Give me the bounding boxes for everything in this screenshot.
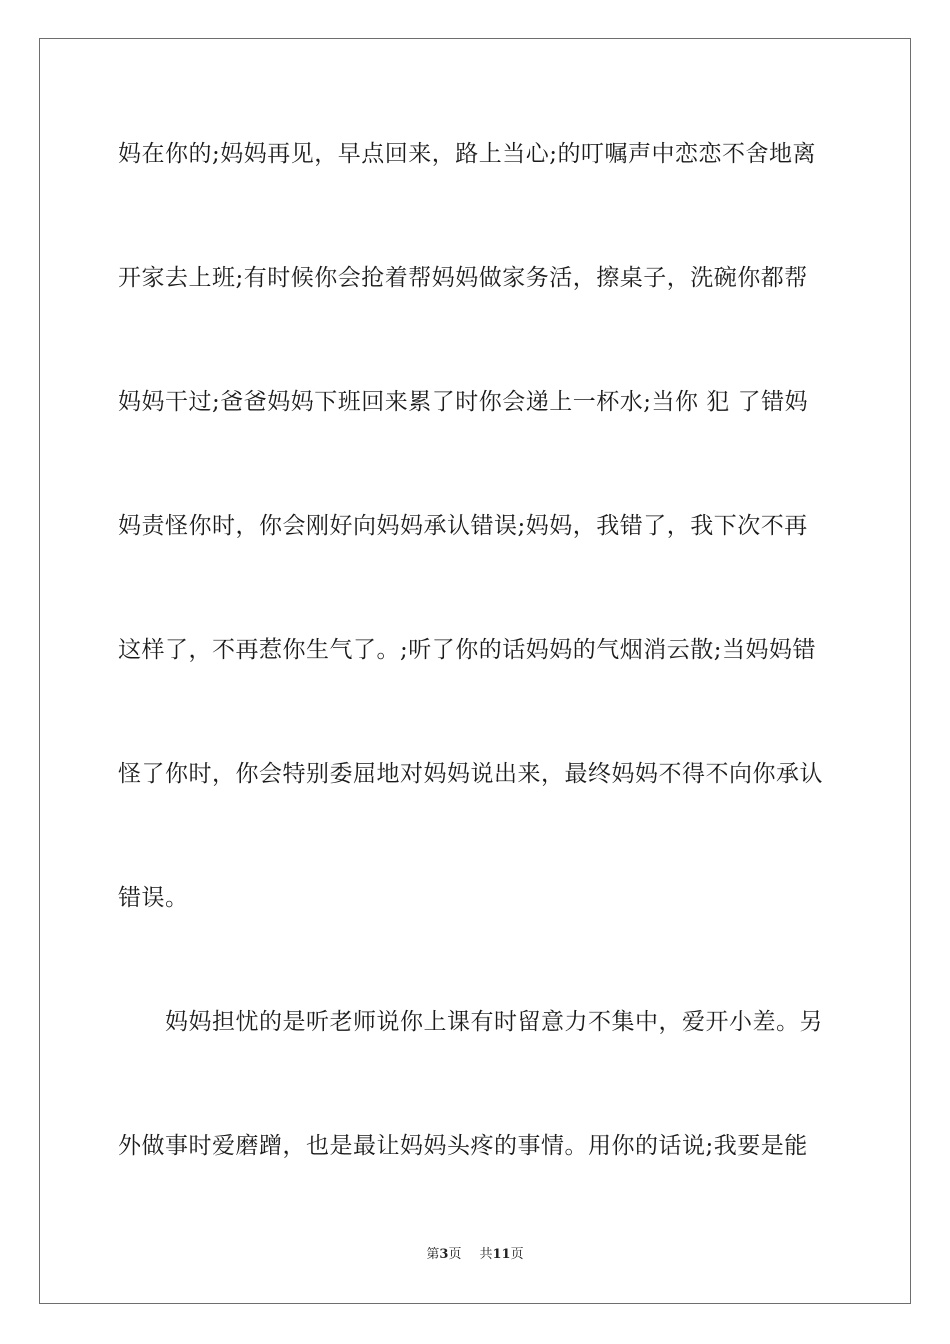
text-line: 妈责怪你时，你会刚好向妈妈承认错误;妈妈，我错了，我下次不再 [118,513,808,539]
text-line: 错误。 [118,885,189,911]
page-number: 3 [439,1247,449,1262]
page-border [39,38,911,1304]
text-line: 开家去上班;有时候你会抢着帮妈妈做家务活，擦桌子，洗碗你都帮 [118,265,808,291]
text-line: 怪了你时，你会特别委屈地对妈妈说出来，最终妈妈不得不向你承认 [118,761,823,787]
text-line: 妈在你的;妈妈再见，早点回来，路上当心;的叮嘱声中恋恋不舍地离 [118,141,816,167]
text-line: 妈妈担忧的是听老师说你上课有时留意力不集中，爱开小差。另 [118,1009,823,1035]
page-label: 第3页 [426,1247,462,1262]
total-pages-label: 共11页 [479,1247,524,1262]
page-footer [0,1246,950,1264]
text-line: 这样了，不再惹你生气了。;听了你的话妈妈的气烟消云散;当妈妈错 [118,637,816,663]
text-line: 外做事时爱磨蹭，也是最让妈妈头疼的事情。用你的话说;我要是能 [118,1133,808,1159]
text-line: 妈妈干过;爸爸妈妈下班回来累了时你会递上一杯水;当你 犯 了错妈 [118,389,809,415]
total-pages-number: 11 [492,1247,511,1262]
